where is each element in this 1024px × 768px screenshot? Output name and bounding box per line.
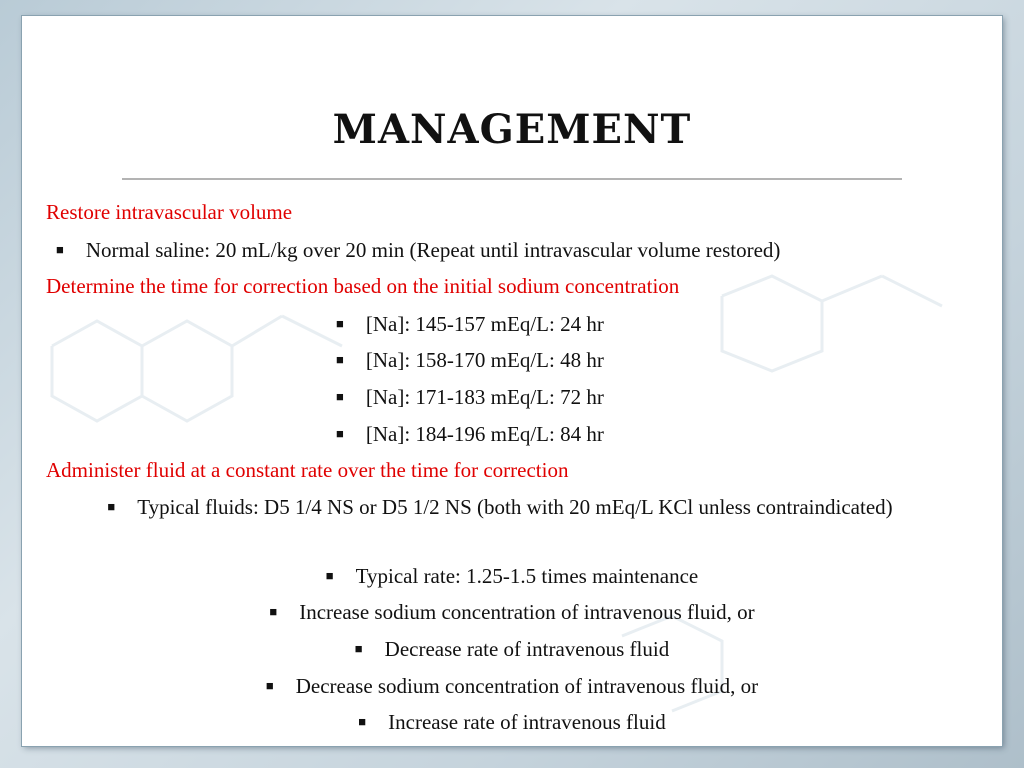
bullet-icon: ■: [358, 714, 367, 729]
list-item: ■ [Na]: 145-157 mEq/L: 24 hr: [336, 312, 604, 336]
list-item: ■ [Na]: 158-170 mEq/L: 48 hr: [336, 348, 604, 372]
list-item: ■ Typical fluids: D5 1/4 NS or D5 1/2 NS (both with 20 mEq/L KCl unless contraindicated): [100, 492, 900, 522]
list-item: ■ Increase sodium concentration of intravenous fluid, or: [269, 600, 755, 624]
bullet-icon: ■: [354, 641, 363, 656]
bullet-icon: ■: [325, 568, 334, 583]
list-item: ■ Typical rate: 1.25-1.5 times maintenance: [325, 564, 699, 588]
bullet-icon: ■: [336, 316, 344, 331]
list-item: ■ Increase rate of intravenous fluid: [358, 710, 666, 734]
bullet-icon: ■: [265, 678, 274, 693]
section-heading: Administer fluid at a constant rate over the time for correction: [46, 458, 569, 482]
title-divider: [122, 178, 902, 180]
bullet-icon: ■: [336, 352, 344, 367]
bullet-icon: ■: [336, 389, 344, 404]
list-item: ■ [Na]: 184-196 mEq/L: 84 hr: [336, 422, 604, 446]
bullet-icon: ■: [107, 499, 116, 514]
list-item: ■ Normal saline: 20 mL/kg over 20 min (Repeat until intravascular volume restored): [56, 238, 781, 262]
bullet-icon: ■: [56, 242, 64, 257]
list-item: ■ [Na]: 171-183 mEq/L: 72 hr: [336, 385, 604, 409]
section-heading: Restore intravascular volume: [46, 200, 293, 224]
page-title: MANAGEMENT: [332, 106, 692, 153]
list-item: ■ Decrease rate of intravenous fluid: [354, 637, 670, 661]
bullet-icon: ■: [269, 604, 278, 619]
bullet-icon: ■: [336, 426, 344, 441]
list-item: ■ Decrease sodium concentration of intravenous fluid, or: [265, 674, 759, 698]
section-heading: Determine the time for correction based on the initial sodium concentration: [46, 274, 680, 298]
